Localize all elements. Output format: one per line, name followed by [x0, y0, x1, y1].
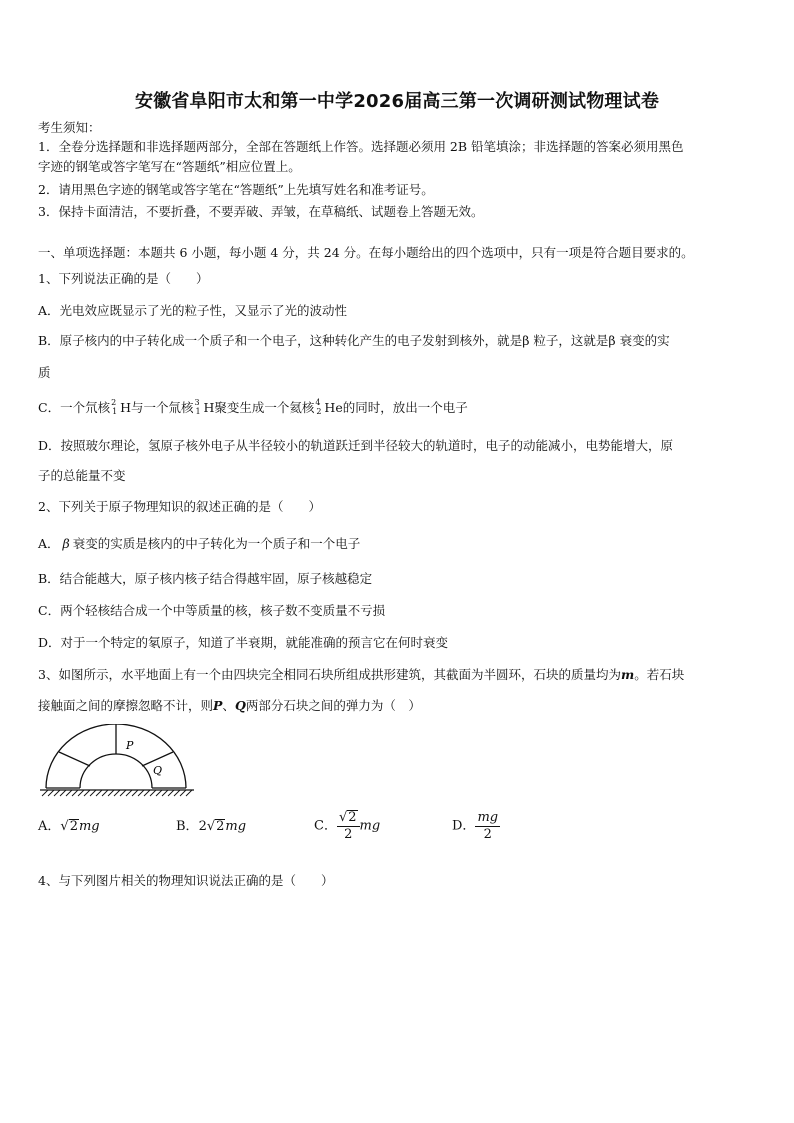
- q3-c-denominator: 2: [344, 827, 353, 842]
- beta-symbol: β: [62, 536, 70, 551]
- q2-stem: 2、下列关于原子物理知识的叙述正确的是（ ）: [38, 499, 321, 514]
- q1-c-text-3: 聚变生成一个氦核: [214, 400, 315, 415]
- q3-a-radicand: 2: [69, 819, 78, 834]
- q3-d-numerator: mg: [477, 810, 499, 825]
- q3-stem-text-1: 3、如图所示，水平地面上有一个由四块完全相同石块所组成拱形建筑，其截面为半圆环，石块的质量均为: [38, 667, 621, 682]
- q3-c-label: C．: [314, 818, 337, 834]
- q1-option-c: [38, 399, 468, 417]
- q3-b-label: B．: [176, 819, 199, 834]
- q3-c-radicand: 2: [348, 810, 357, 825]
- q3-d-denominator: 2: [483, 827, 492, 842]
- arch-figure: [36, 724, 196, 802]
- q1-option-d-cont: 子的总能量不变: [38, 468, 126, 483]
- mass-symbol: m: [620, 667, 635, 682]
- q3-stem-text-4: 两部分石块之间的弹力为（ ）: [245, 698, 421, 713]
- q1-option-b-cont: 质: [38, 365, 51, 380]
- q3-option-c: [314, 810, 380, 843]
- q3-stem-text-3: 接触面之间的摩擦忽略不计，则: [38, 698, 214, 713]
- q3-c-fraction: [337, 810, 360, 843]
- q3-d-label: D．: [452, 818, 476, 834]
- deuterium-symbol: H: [120, 400, 131, 415]
- q3-b-radicand: 2: [216, 819, 225, 834]
- q3-a-label: A．: [38, 819, 61, 834]
- q2-option-a: [38, 535, 360, 553]
- q2-option-b: B．结合能越大，原子核内核子结合得越牢固，原子核越稳定: [38, 571, 373, 586]
- notice-item-3: 3．保持卡面清洁，不要折叠，不要弄破、弄皱，在草稿纸、试题卷上答题无效。: [38, 204, 484, 219]
- q3-b-mg: mg: [225, 819, 247, 834]
- notice-item-1-cont: 字迹的钢笔或答字笔写在“答题纸”相应位置上。: [38, 159, 301, 174]
- label-q: Q: [153, 764, 163, 777]
- q2-option-c: C．两个轻核结合成一个中等质量的核，核子数不变质量不亏损: [38, 603, 386, 618]
- q1-stem: 1、下列说法正确的是（ ）: [38, 271, 209, 286]
- q3-c-mg: mg: [359, 818, 381, 834]
- q3-stem-line-1: [38, 666, 684, 684]
- tritium-nuclide: 3 1: [194, 398, 201, 416]
- q3-stem-sep: 、: [222, 698, 235, 713]
- q2-option-d: D．对于一个特定的氡原子，知道了半衰期，就能准确的预言它在何时衰变: [38, 635, 449, 650]
- q3-stem-text-2: 。若石块: [634, 667, 685, 682]
- q3-a-mg: mg: [78, 819, 100, 834]
- deuterium-nuclide: 2 1: [111, 398, 118, 416]
- q3-d-fraction: [475, 810, 500, 843]
- arch-divider-1: [59, 752, 90, 766]
- sqrt-sign: √: [338, 810, 348, 825]
- ground-hatching: [42, 790, 192, 796]
- q3-option-d: [452, 810, 500, 843]
- sqrt-sign: √: [206, 819, 216, 834]
- q3-stem-line-2: [38, 697, 421, 715]
- p-symbol: P: [213, 698, 223, 713]
- notice-heading: 考生须知：: [38, 120, 101, 135]
- exam-title: 安徽省阜阳市太和第一中学2026届高三第一次调研测试物理试卷: [134, 91, 660, 112]
- q1-c-text-4: 的同时，放出一个电子: [342, 400, 468, 415]
- q3-option-b: [176, 818, 246, 836]
- q1-option-a: A．光电效应既显示了光的粒子性，又显示了光的波动性: [38, 303, 348, 318]
- tritium-symbol: H: [203, 400, 215, 415]
- notice-item-2: 2．请用黑色字迹的钢笔或答字笔在“答题纸”上先填写姓名和准考证号。: [38, 182, 434, 197]
- q2-a-label: A．: [38, 536, 60, 551]
- q3-option-a: [38, 818, 100, 836]
- label-p: P: [126, 739, 134, 752]
- q2-a-text: 衰变的实质是核内的中子转化为一个质子和一个电子: [72, 536, 361, 551]
- notice-item-1: 1．全卷分选择题和非选择题两部分，全部在答题纸上作答。选择题必须用 2B 铅笔填涂；非选择题的答案必须用黑色: [38, 139, 684, 154]
- helium-nuclide: 4 2: [315, 398, 322, 416]
- section-heading: 一、单项选择题：本题共 6 小题，每小题 4 分，共 24 分。在每小题给出的四个选项中，只有一项是符合题目要求的。: [38, 245, 694, 260]
- q1-option-d: D．按照玻尔理论，氢原子核外电子从半径较小的轨道跃迁到半径较大的轨道时，电子的动能减小，电势能增大，原: [38, 438, 674, 453]
- arch-inner: [80, 754, 152, 788]
- helium-symbol: He: [324, 400, 343, 415]
- q3-b-coef: 2: [198, 819, 207, 834]
- q1-option-b: B．原子核内的中子转化成一个质子和一个电子，这种转化产生的电子发射到核外，就是β 粒子，这就是β 衰变的实: [38, 333, 670, 348]
- q4-stem: 4、与下列图片相关的物理知识说法正确的是（ ）: [38, 873, 334, 888]
- q-symbol: Q: [234, 698, 246, 713]
- q1-c-text-2: 与一个氚核: [130, 400, 194, 415]
- sqrt-sign: √: [60, 819, 69, 834]
- q1-c-text-1: C．一个氘核: [38, 400, 111, 415]
